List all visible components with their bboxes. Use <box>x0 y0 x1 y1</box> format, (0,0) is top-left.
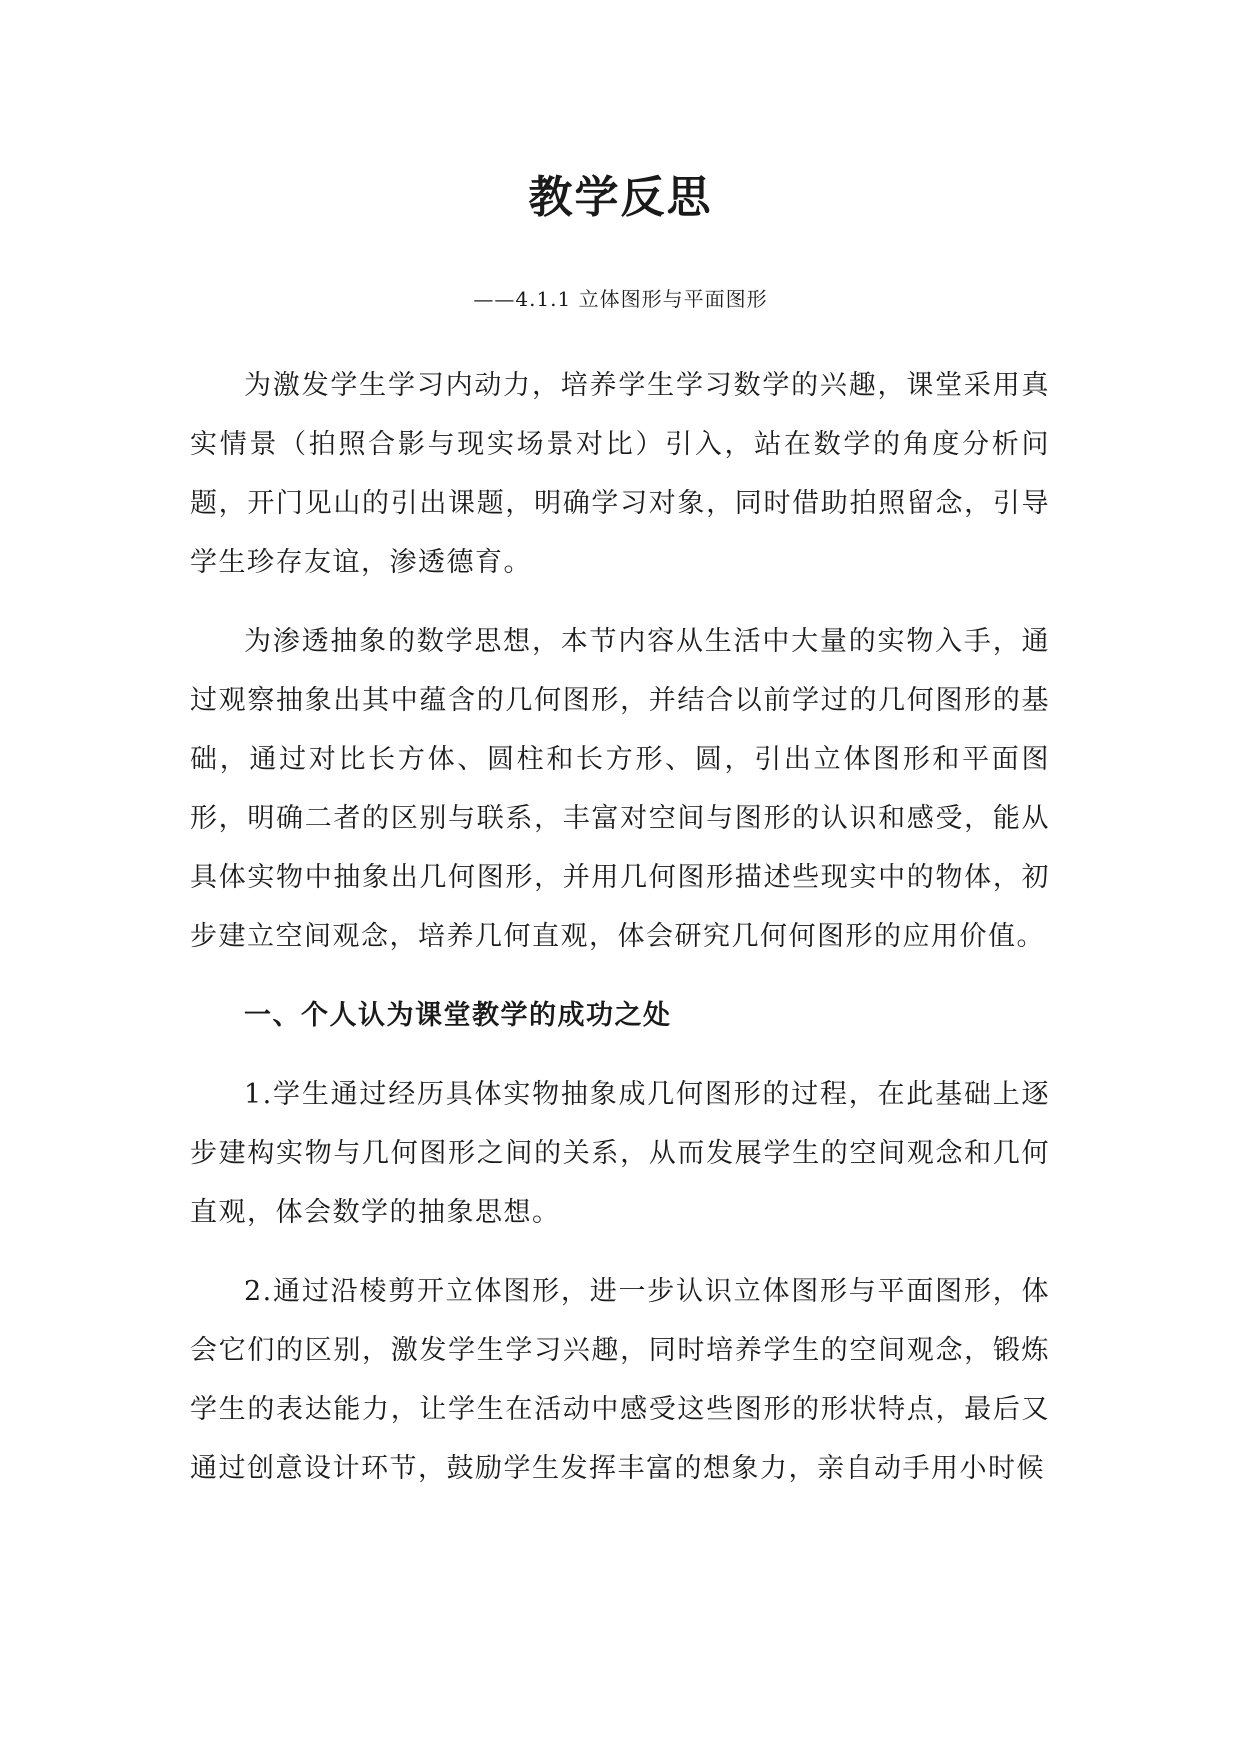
point-paragraph-2: 2.通过沿棱剪开立体图形，进一步认识立体图形与平面图形，体会它们的区别，激发学生学习兴趣，同时培养学生的空间观念，锻炼学生的表达能力，让学生在活动中感受这些图形的形状特点，最后又通过创意设计环节，鼓励学生发挥丰富的想象力，亲自动手用小时候 <box>190 1276 1050 1484</box>
intro-paragraph-1: 为激发学生学习内动力，培养学生学习数学的兴趣，课堂采用真实情景（拍照合影与现实场景对比）引入，站在数学的角度分析问题，开门见山的引出课题，明确学习对象，同时借助拍照留念，引导学生珍存友谊，渗透德育。 <box>190 370 1050 578</box>
document-body <box>190 356 1050 1518</box>
section-heading: 一、个人认为课堂教学的成功之处 <box>244 1000 672 1031</box>
document-subtitle: ——4.1.1 立体图形与平面图形 <box>473 287 768 311</box>
point-paragraph-1: 1.学生通过经历具体实物抽象成几何图形的过程，在此基础上逐步建构实物与几何图形之间的关系，从而发展学生的空间观念和几何直观，体会数学的抽象思想。 <box>190 1079 1050 1228</box>
intro-paragraph-2: 为渗透抽象的数学思想，本节内容从生活中大量的实物入手，通过观察抽象出其中蕴含的几何图形，并结合以前学过的几何图形的基础，通过对比长方体、圆柱和长方形、圆，引出立体图形和平面图形，明确二者的区别与联系，丰富对空间与图形的认识和感受，能从具体实物中抽象出几何图形，并用几何图形描述些现实中的物体，初步建立空间观念，培养几何直观，体会研究几何何图形的应用价值。 <box>190 626 1050 952</box>
document-title: 教学反思 <box>528 172 713 223</box>
